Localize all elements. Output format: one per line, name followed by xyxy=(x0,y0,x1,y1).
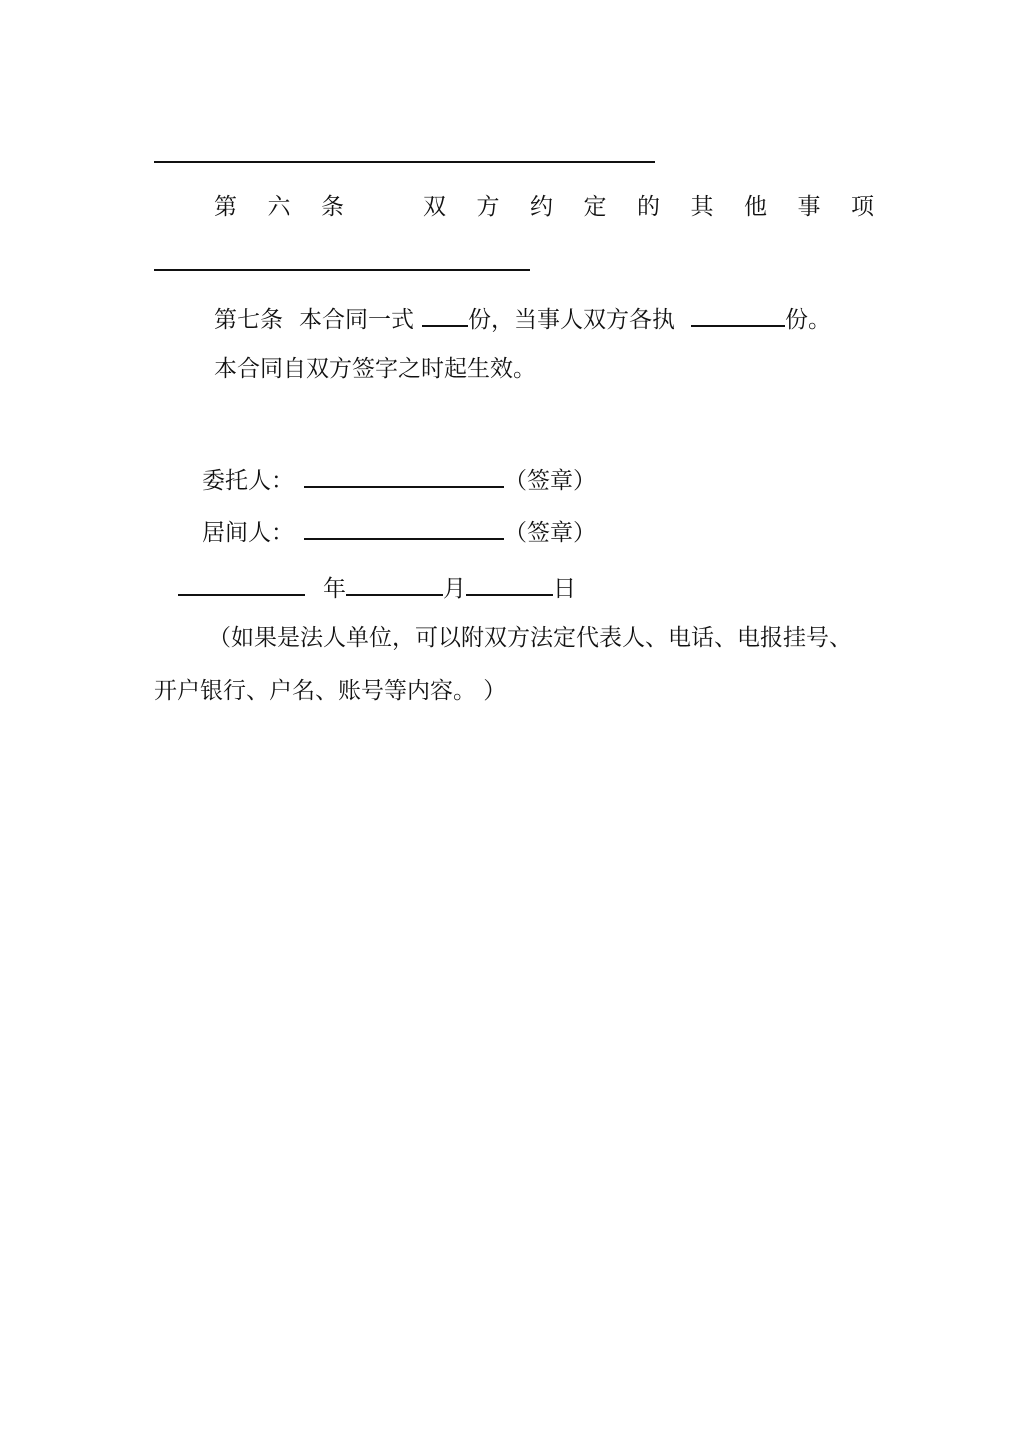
broker-signature-blank[interactable] xyxy=(304,514,504,540)
article6-heading xyxy=(214,192,874,222)
date-row xyxy=(178,570,576,604)
client-seal-note: （签章） xyxy=(504,468,596,494)
article5-fill-line xyxy=(154,161,655,163)
broker-signature-row xyxy=(202,514,596,548)
broker-label: 居间人： xyxy=(202,520,294,546)
article6-char: 项 xyxy=(851,194,874,220)
note-line-1: （如果是法人单位，可以附双方法定代表人、电话、电报挂号、 xyxy=(208,625,852,651)
article7-text-b: 份，当事人双方各执 xyxy=(468,307,675,333)
article6-char: 事 xyxy=(797,194,821,220)
article6-char: 他 xyxy=(744,194,767,220)
article6-char: 方 xyxy=(476,194,500,220)
day-blank[interactable] xyxy=(466,570,553,596)
article7-line xyxy=(214,301,831,335)
article7-text-a: 本合同一式 xyxy=(299,307,414,333)
article6-char: 定 xyxy=(583,194,607,220)
article7-prefix: 第七条 xyxy=(214,307,283,333)
article6-char: 六 xyxy=(267,194,291,220)
month-label: 月 xyxy=(443,576,466,602)
article6-char: 双 xyxy=(423,194,446,220)
copies-total-blank[interactable] xyxy=(422,301,468,327)
article7-text-c: 份。 xyxy=(785,307,831,333)
month-blank[interactable] xyxy=(346,570,443,596)
article6-char: 其 xyxy=(690,194,714,220)
article6-char: 约 xyxy=(530,194,553,220)
broker-seal-note: （签章） xyxy=(504,520,596,546)
article6-char: 第 xyxy=(214,194,237,220)
client-label: 委托人： xyxy=(202,468,294,494)
client-signature-blank[interactable] xyxy=(304,462,504,488)
year-blank[interactable] xyxy=(178,570,305,596)
article6-gap xyxy=(375,192,393,222)
article6-fill-line xyxy=(154,269,530,271)
effective-clause: 本合同自双方签字之时起生效。 xyxy=(214,356,536,382)
year-label: 年 xyxy=(323,576,346,602)
article6-char: 的 xyxy=(637,194,660,220)
article6-char: 条 xyxy=(321,194,344,220)
day-label: 日 xyxy=(553,576,576,602)
note-line-2: 开户银行、户名、账号等内容。 ） xyxy=(154,678,507,704)
copies-each-blank[interactable] xyxy=(691,301,785,327)
client-signature-row xyxy=(202,462,596,496)
